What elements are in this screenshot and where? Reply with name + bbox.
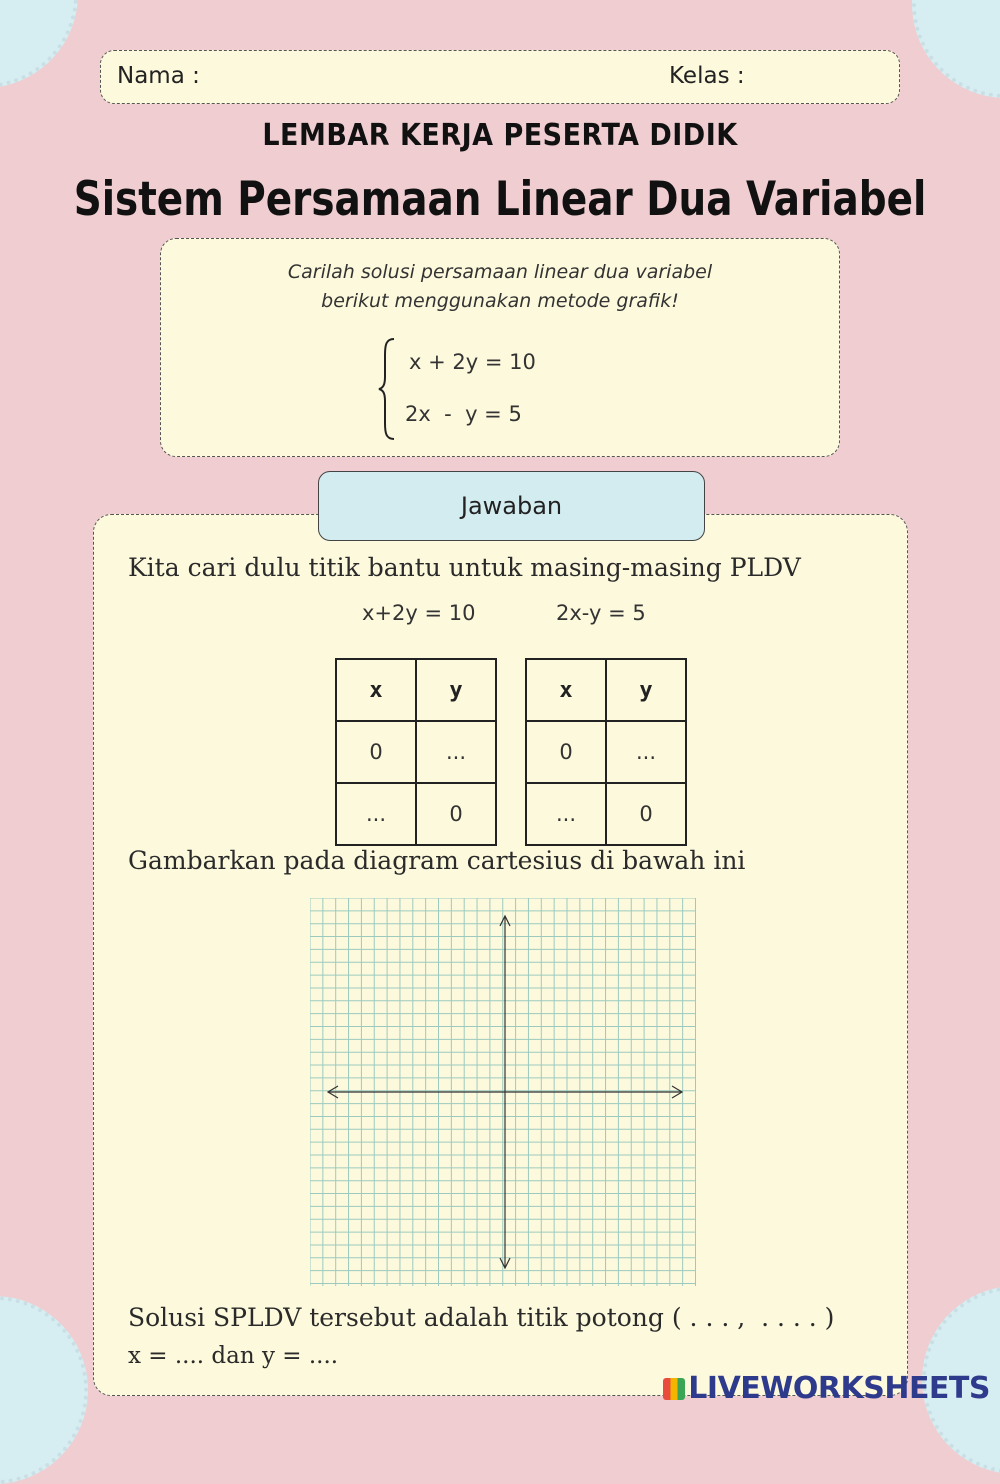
brace-icon [377, 337, 397, 441]
worksheet-subtitle: LEMBAR KERJA PESERTA DIDIK [262, 118, 738, 153]
equation-2: 2x - y = 5 [405, 402, 522, 426]
liveworksheets-logo [663, 1371, 990, 1406]
instruction-card [160, 238, 840, 457]
solution-text: Solusi SPLDV tersebut adalah titik potong ( . . . , . . . . ) [128, 1303, 835, 1332]
equation-1: x + 2y = 10 [409, 350, 536, 374]
liveworksheets-logo-icon [663, 1378, 685, 1400]
table2-header-x: x [526, 659, 606, 721]
answer-tab: Jawaban [318, 471, 705, 541]
instruction-line-2: berikut menggunakan metode grafik! [321, 290, 679, 312]
worksheet-title: Sistem Persamaan Linear Dua Variabel [73, 172, 927, 227]
table1-cell-input[interactable]: ... [336, 783, 416, 845]
table1-cell-input[interactable]: ... [416, 721, 496, 783]
liveworksheets-wordmark: LIVEWORKSHEETS [688, 1371, 990, 1406]
cartesian-grid[interactable] [310, 898, 696, 1286]
table1-cell: 0 [336, 721, 416, 783]
name-field[interactable]: Nama : [117, 63, 200, 89]
points-table-1 [335, 658, 497, 846]
corner-decoration-top-right [912, 0, 1000, 98]
class-field[interactable]: Kelas : [669, 63, 745, 89]
corner-decoration-top-left [0, 0, 78, 88]
table2-cell: 0 [526, 721, 606, 783]
points-table-2 [525, 658, 687, 846]
instruction-line-1: Carilah solusi persamaan linear dua variabel [287, 261, 713, 283]
corner-decoration-bottom-left [0, 1296, 88, 1484]
table1-caption: x+2y = 10 [362, 601, 476, 625]
table1-header-x: x [336, 659, 416, 721]
table2-cell: 0 [606, 783, 686, 845]
student-info-card [100, 50, 900, 104]
table2-cell-input[interactable]: ... [606, 721, 686, 783]
draw-instruction: Gambarkan pada diagram cartesius di bawah ini [128, 846, 746, 875]
table2-header-y: y [606, 659, 686, 721]
intro-text: Kita cari dulu titik bantu untuk masing-masing PLDV [128, 553, 801, 582]
table1-header-y: y [416, 659, 496, 721]
table2-caption: 2x-y = 5 [556, 601, 646, 625]
table2-cell-input[interactable]: ... [526, 783, 606, 845]
table1-cell: 0 [416, 783, 496, 845]
xy-answer-text[interactable]: x = .... dan y = .... [128, 1343, 339, 1369]
